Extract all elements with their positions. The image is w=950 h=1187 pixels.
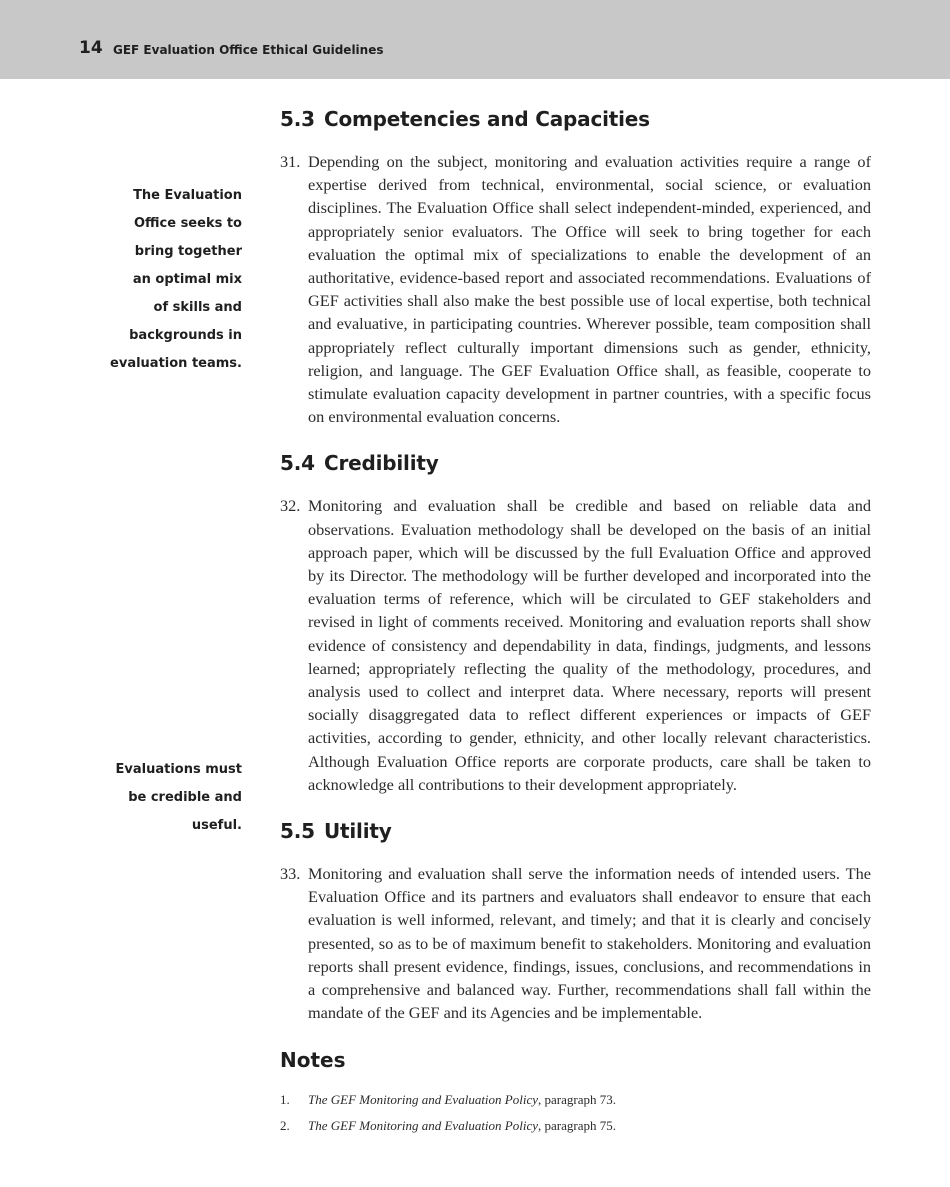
section-utility — [280, 816, 871, 1024]
sidenote-line: an optimal mix — [132, 272, 242, 287]
paragraph-text: Depending on the subject, monitoring and evaluation activities require a range of expertise derived from technical, environmental, social science, or evaluation disciplines. The Evaluation Office shall select independent-minded, experienced, and appropriately senior evaluators. The Office will seek to bring together for each evaluation the optimal mix of specializations to enable the development of an authoritative, evidence-based report and associated recommendations. Evaluations of GEF activities shall also make the best possible use of local expertise, both technical and evaluative, in participating countries. Wherever possible, team composition shall appropriately reflect culturally important dimensions such as gender, ethnicity, religion, and language. The GEF Evaluation Office shall, as feasible, cooperate to stimulate evaluation capacity development in partner countries, with a specific focus on environmental evaluation concerns. — [308, 152, 871, 427]
note-rest: , paragraph 75. — [538, 1117, 616, 1133]
sidenote-evaluation-teams — [102, 182, 242, 378]
main-content — [280, 104, 871, 1139]
paragraph-number: 33. — [280, 864, 301, 884]
sidenote-line: backgrounds in — [129, 328, 242, 343]
note-number: 1. — [280, 1091, 290, 1107]
note-text — [308, 1113, 616, 1139]
sidenote-line: be credible and — [128, 790, 242, 805]
section-heading — [280, 448, 871, 478]
notes-section — [280, 1045, 871, 1139]
note-item — [280, 1087, 871, 1113]
paragraph-text: Monitoring and evaluation shall serve the information needs of intended users. The Evaluation Office and its partners and evaluators shall endeavor to ensure that each evaluation is well informed, relevant, and timely; and that it is clearly and concisely presented, so as to be of maximum benefit to stakeholders. Monitoring and evaluation reports shall present evidence, findings, issues, conclusions, and recommendations in a comprehensive and balanced way. Further, recommendations shall fall within the mandate of the GEF and its Agencies and be implementable. — [308, 864, 871, 1023]
section-heading — [280, 104, 871, 134]
section-title: Competencies and Capacities — [324, 107, 650, 131]
section-heading — [280, 816, 871, 846]
section-competencies — [280, 104, 871, 428]
note-item — [280, 1113, 871, 1139]
section-title: Utility — [324, 819, 392, 844]
paragraph — [280, 150, 871, 428]
note-title: The GEF Monitoring and Evaluation Policy — [308, 1117, 538, 1133]
paragraph — [280, 862, 871, 1024]
note-text — [308, 1087, 616, 1113]
paragraph-number: 31. — [280, 152, 301, 171]
note-number: 2. — [280, 1117, 290, 1133]
note-title: The GEF Monitoring and Evaluation Policy — [308, 1091, 538, 1107]
sidenote-line: of skills and — [153, 300, 242, 315]
section-credibility — [280, 448, 871, 796]
paragraph — [280, 494, 871, 796]
sidenote-line: evaluation teams. — [110, 356, 242, 371]
section-title: Credibility — [324, 451, 439, 476]
sidenote-line: Evaluations must — [115, 762, 242, 777]
section-number: 5.3 — [280, 107, 315, 131]
page-number: 14 — [79, 38, 103, 58]
sidenote-line: The Evaluation — [133, 188, 242, 203]
sidenote-line: Office seeks to — [133, 216, 242, 231]
sidenote-line: bring together — [134, 244, 242, 259]
paragraph-number: 32. — [280, 496, 301, 516]
page-header — [0, 0, 950, 79]
sidenote-credible-useful — [102, 756, 242, 840]
notes-heading: Notes — [280, 1047, 346, 1072]
section-number: 5.4 — [280, 451, 315, 476]
note-rest: , paragraph 73. — [538, 1091, 616, 1107]
section-number: 5.5 — [280, 819, 315, 844]
sidenote-line: useful. — [191, 818, 242, 833]
paragraph-text: Monitoring and evaluation shall be credible and based on reliable data and observations. Evaluation methodology shall be developed on the basis of an initial approach paper, which will be discussed by the full Evaluation Office and approved by its Director. The methodology will be further developed and incorporated into the evaluation terms of reference, which will be circulated to GEF stakeholders and revised in light of comments received. Monitoring and evaluation reports shall show evidence of consistency and dependability in data, findings, judgments, and lessons learned; appropriately reflecting the quality of the methodology, procedures, and analysis used to collect and interpret data. Where necessary, reports will present socially disaggregated data to reflect different experiences or impacts of GEF activities, according to gender, ethnicity, and other locally relevant characteristics. Although Evaluation Office reports are corporate products, care shall be taken to acknowledge all contributions to their development appropriately. — [308, 496, 871, 794]
running-title: GEF Evaluation Office Ethical Guidelines — [113, 43, 384, 57]
